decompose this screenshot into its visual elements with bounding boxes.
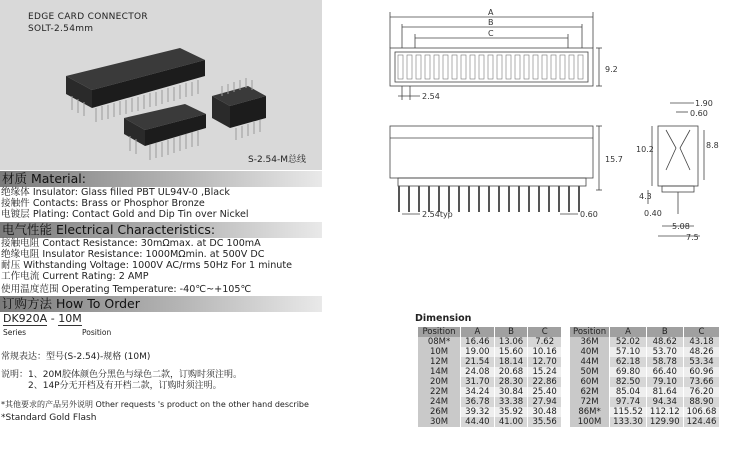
dimension-cell: 24.08	[461, 367, 495, 377]
dimension-cell: 82.50	[610, 377, 647, 387]
order-note: 说明：1、20M胶体颜色分黑色与绿色二款，订购时须注明。	[1, 370, 242, 380]
dimension-header-cell: Position	[418, 327, 461, 337]
dimension-cell: 35.56	[528, 417, 562, 427]
table-row	[418, 377, 562, 387]
table-row	[570, 397, 720, 407]
dimension-cell: 97.74	[610, 397, 647, 407]
connector-photo-illustration	[0, 0, 322, 170]
table-row	[418, 347, 562, 357]
table-row	[570, 337, 720, 347]
dimension-cell: 53.34	[683, 357, 720, 367]
dimension-cell: 62M	[570, 387, 610, 397]
dim-label-p1: 0.40	[644, 209, 662, 218]
dimension-header-cell: B	[494, 327, 528, 337]
table-row	[570, 387, 720, 397]
dimension-cell: 48.26	[683, 347, 720, 357]
table-row	[570, 367, 720, 377]
dim-label-p3: 7.5	[686, 233, 699, 242]
dimension-cell: 81.64	[646, 387, 683, 397]
electrical-line: 接触电阻 Contact Resistance: 30mΩmax. at DC 100mA	[1, 238, 261, 249]
dimension-cell: 133.30	[610, 417, 647, 427]
side-view-pins	[398, 186, 580, 212]
dimension-cell: 15.24	[528, 367, 562, 377]
dimension-cell: 15.60	[494, 347, 528, 357]
table-row	[418, 337, 562, 347]
dimension-cell: 30M	[418, 417, 461, 427]
dimension-cell: 106.68	[683, 407, 720, 417]
photo-title-line1: EDGE CARD CONNECTOR	[28, 12, 148, 22]
order-note: 2、14P分无开档及有开档二款，订购时须注明。	[28, 381, 222, 391]
dimension-header-row	[570, 327, 720, 337]
dim-label-h3: 4.3	[639, 192, 652, 201]
dimension-cell: 72M	[570, 397, 610, 407]
dim-label-height-top: 9.2	[605, 65, 618, 74]
dimension-cell: 36.78	[461, 397, 495, 407]
dimension-cell: 43.18	[683, 337, 720, 347]
dimension-cell: 85.04	[610, 387, 647, 397]
top-view-drawing	[390, 12, 602, 100]
table-row	[418, 407, 562, 417]
dimension-cell: 60.96	[683, 367, 720, 377]
dimension-title: Dimension	[415, 313, 472, 324]
order-code	[3, 312, 82, 326]
dimension-cell: 53.70	[646, 347, 683, 357]
dim-label-b: B	[488, 18, 494, 27]
dimension-cell: 30.84	[494, 387, 528, 397]
dim-label-pitch-side: 2.54typ	[422, 210, 453, 219]
dim-label-w1: 1.90	[695, 99, 713, 108]
material-line: 接触件 Contacts: Brass or Phosphor Bronze	[1, 198, 205, 209]
product-photo	[0, 0, 322, 170]
dimension-cell: 69.80	[610, 367, 647, 377]
dimension-cell: 30.48	[528, 407, 562, 417]
dimension-cell: 66.40	[646, 367, 683, 377]
medium-connector-image	[124, 104, 206, 160]
electrical-line: 使用温度范围 Operating Temperature: -40℃~+105℃	[1, 284, 252, 295]
dimension-cell: 44.40	[461, 417, 495, 427]
top-view-slots	[398, 55, 583, 79]
electrical-line: 耐压 Withstanding Voltage: 1000V AC/rms 50Hz For 1 minute	[1, 260, 293, 271]
dimension-cell: 20.68	[494, 367, 528, 377]
dim-label-h1: 10.2	[636, 145, 654, 154]
dimension-cell: 60M	[570, 377, 610, 387]
dimension-cell: 10.16	[528, 347, 562, 357]
photo-caption: S-2.54-M总线	[248, 155, 307, 165]
dimension-cell: 21.54	[461, 357, 495, 367]
dimension-cell: 7.62	[528, 337, 562, 347]
dimension-cell: 36M	[570, 337, 610, 347]
electrical-header-bar	[0, 222, 322, 238]
dimension-cell: 33.38	[494, 397, 528, 407]
dim-label-pin: 0.60	[580, 210, 598, 219]
table-row	[570, 357, 720, 367]
dimension-cell: 76.20	[683, 387, 720, 397]
technical-drawing	[340, 0, 730, 310]
dim-label-h2: 8.8	[706, 141, 719, 150]
dimension-cell: 18.14	[494, 357, 528, 367]
order-position-code: 10M	[58, 312, 82, 325]
order-note: 常规表达：型号(S-2.54)-规格 (10M)	[1, 352, 151, 362]
dimension-cell: 86M*	[570, 407, 610, 417]
dimension-cell: 08M*	[418, 337, 461, 347]
dimension-cell: 19.00	[461, 347, 495, 357]
dimension-cell: 48.62	[646, 337, 683, 347]
table-row	[418, 417, 562, 427]
table-row	[570, 407, 720, 417]
side-view-drawing	[390, 126, 602, 214]
table-row	[418, 357, 562, 367]
material-line: 绝缘体 Insulator: Glass filled PBT UL94V-0 ,Black	[1, 187, 230, 198]
dimension-header-cell: C	[683, 327, 720, 337]
dimension-cell: 44M	[570, 357, 610, 367]
dimension-cell: 129.90	[646, 417, 683, 427]
dimension-cell: 35.92	[494, 407, 528, 417]
table-row	[418, 387, 562, 397]
order-position-label: Position	[82, 328, 112, 337]
dimension-table-right	[570, 327, 720, 427]
dimension-cell: 16.46	[461, 337, 495, 347]
dimension-cell: 57.10	[610, 347, 647, 357]
dimension-cell: 88.90	[683, 397, 720, 407]
dimension-cell: 58.78	[646, 357, 683, 367]
dimension-cell: 22.86	[528, 377, 562, 387]
photo-title-line2: SOLT-2.54mm	[28, 24, 94, 34]
small-connector-image	[212, 78, 266, 140]
dim-label-p2: 5.08	[672, 222, 690, 231]
electrical-header: 电气性能 Electrical Characteristics:	[2, 222, 216, 237]
dim-label-height-side: 15.7	[605, 155, 623, 164]
dim-label-w2: 0.60	[690, 109, 708, 118]
dimension-cell: 25.40	[528, 387, 562, 397]
table-row	[570, 377, 720, 387]
table-row	[570, 417, 720, 427]
dimension-cell: 94.34	[646, 397, 683, 407]
dim-label-a: A	[488, 8, 494, 17]
dimension-header-cell: Position	[570, 327, 610, 337]
dimension-cell: 12M	[418, 357, 461, 367]
dimension-cell: 22M	[418, 387, 461, 397]
order-series-code: DK920A	[3, 312, 48, 325]
dimension-cell: 20M	[418, 377, 461, 387]
dimension-cell: 52.02	[610, 337, 647, 347]
electrical-line: 绝缘电阻 Insulator Resistance: 1000MΩmin. at 500V DC	[1, 249, 265, 260]
dimension-header-cell: C	[528, 327, 562, 337]
dimension-cell: 13.06	[494, 337, 528, 347]
dimension-cell: 12.70	[528, 357, 562, 367]
dimension-cell: 26M	[418, 407, 461, 417]
order-header-bar	[0, 296, 322, 312]
dimension-cell: 124.46	[683, 417, 720, 427]
dimension-cell: 115.52	[610, 407, 647, 417]
order-note: *Standard Gold Flash	[1, 413, 97, 423]
dimension-header-cell: A	[461, 327, 495, 337]
dimension-cell: 28.30	[494, 377, 528, 387]
material-header: 材质 Material:	[2, 171, 86, 186]
dimension-cell: 34.24	[461, 387, 495, 397]
dimension-cell: 10M	[418, 347, 461, 357]
electrical-line: 工作电流 Current Rating: 2 AMP	[1, 271, 149, 282]
dimension-cell: 31.70	[461, 377, 495, 387]
dim-label-pitch-top: 2.54	[422, 92, 440, 101]
dimension-cell: 62.18	[610, 357, 647, 367]
dimension-cell: 112.12	[646, 407, 683, 417]
table-row	[418, 367, 562, 377]
dimension-cell: 41.00	[494, 417, 528, 427]
dimension-cell: 50M	[570, 367, 610, 377]
dimension-header-cell: A	[610, 327, 647, 337]
order-series-label: Series	[3, 328, 27, 337]
dim-label-c: C	[488, 29, 494, 38]
dimension-cell: 73.66	[683, 377, 720, 387]
dimension-cell: 40M	[570, 347, 610, 357]
table-row	[570, 347, 720, 357]
order-code-separator: -	[50, 312, 55, 325]
dimension-table-left	[418, 327, 562, 427]
material-line: 电镀层 Plating: Contact Gold and Dip Tin over Nickel	[1, 209, 249, 220]
order-note: *其他要求的产品另外说明 Other requests 's product on the other hand describe	[1, 400, 309, 409]
dimension-header-row	[418, 327, 562, 337]
dimension-cell: 14M	[418, 367, 461, 377]
table-row	[418, 397, 562, 407]
dimension-cell: 39.32	[461, 407, 495, 417]
dimension-cell: 27.94	[528, 397, 562, 407]
dimension-cell: 79.10	[646, 377, 683, 387]
dimension-cell: 100M	[570, 417, 610, 427]
order-header: 订购方法 How To Order	[2, 296, 140, 311]
dimension-cell: 24M	[418, 397, 461, 407]
material-header-bar	[0, 171, 322, 187]
dimension-header-cell: B	[646, 327, 683, 337]
